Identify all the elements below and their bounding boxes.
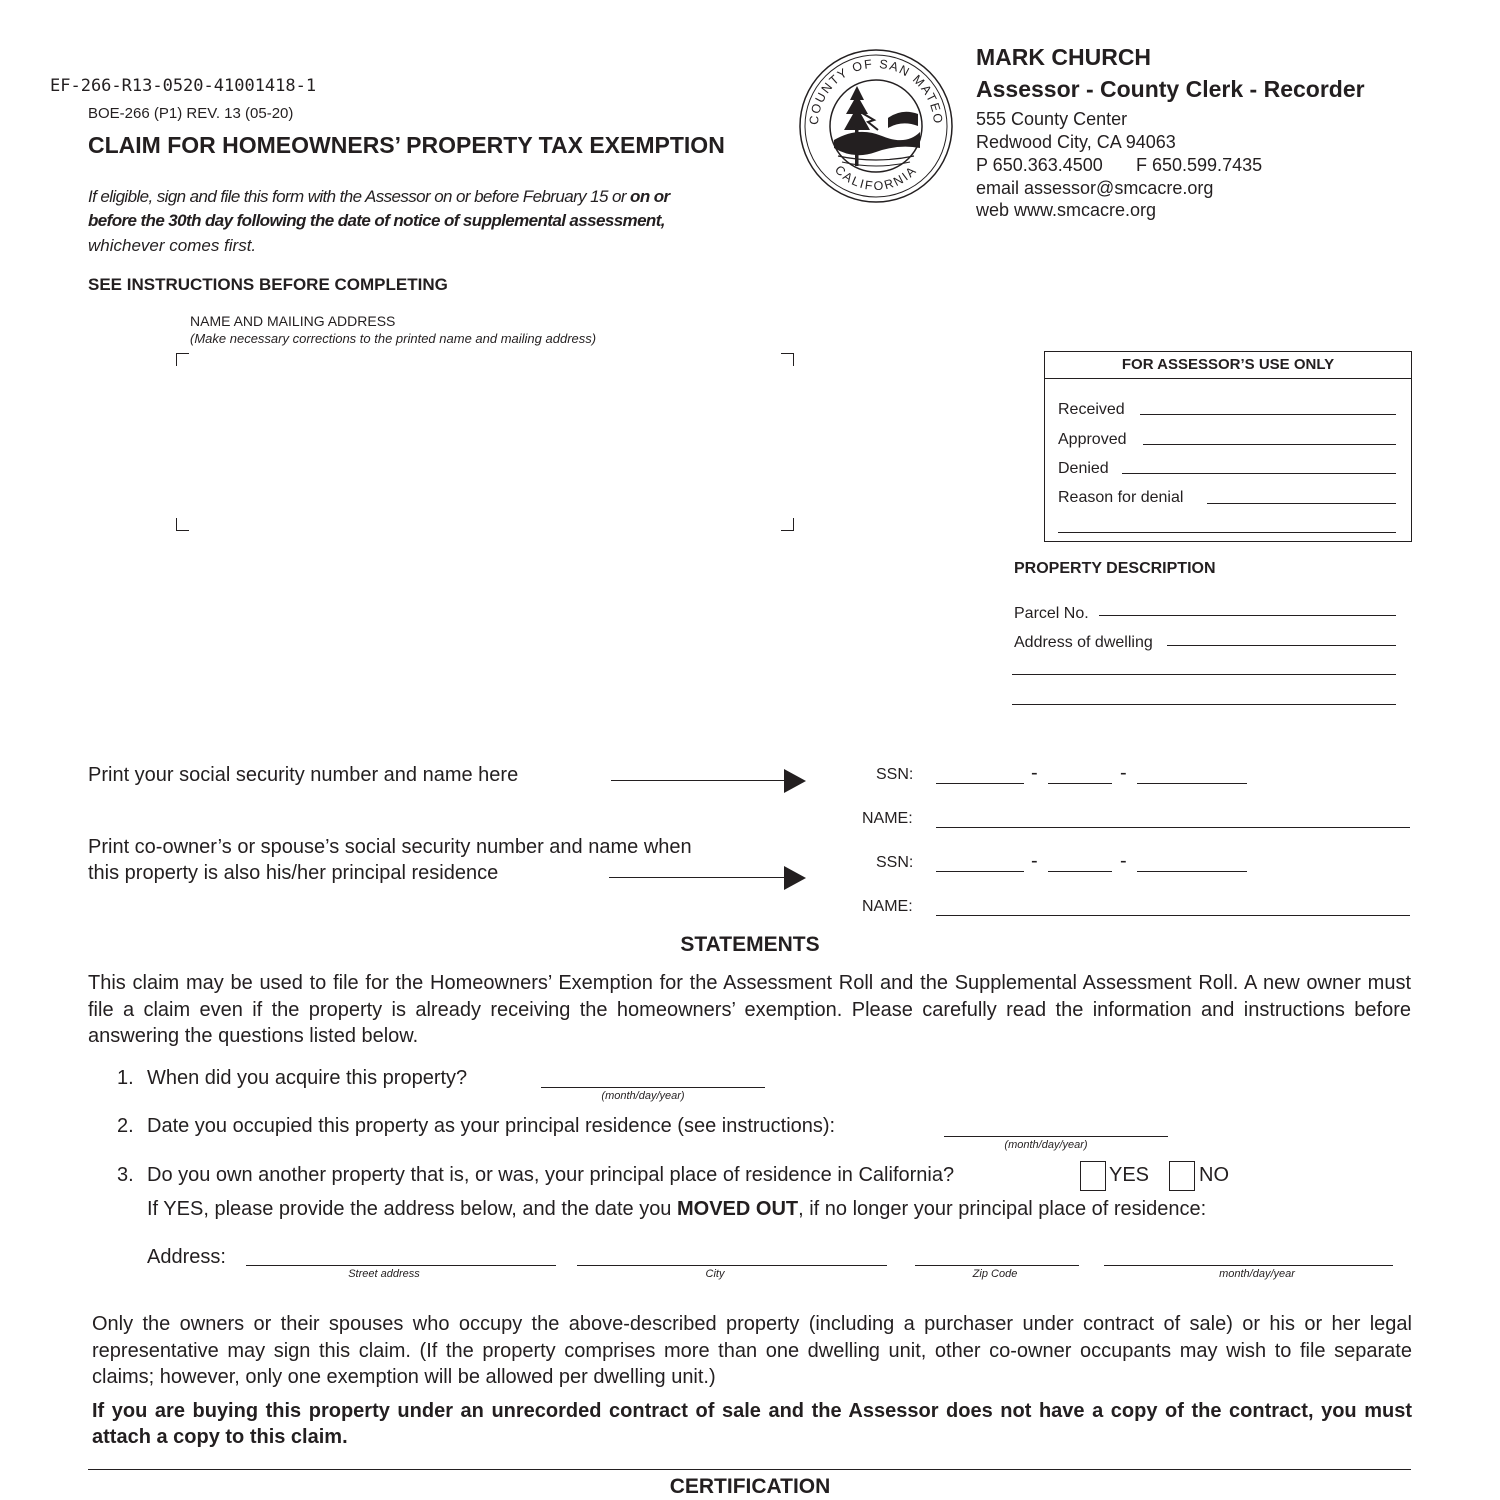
q3-yes-label: YES — [1109, 1164, 1150, 1186]
reason-label: Reason for denial — [1058, 489, 1184, 506]
office-city: Redwood City, CA 94063 — [976, 132, 1176, 152]
assessor-name: MARK CHURCH — [976, 44, 1152, 70]
intro-line-1-bold: on or — [630, 187, 670, 206]
intro-line-2: before the 30th day following the date of notice of supplemental assessment, — [88, 211, 665, 230]
street-caption: Street address — [348, 1268, 420, 1280]
intro-line-1-text: If eligible, sign and file this form with the Assessor on or before February 15 or — [88, 187, 631, 206]
county-seal-logo — [798, 48, 954, 204]
dwelling-address-line-3[interactable] — [1012, 704, 1396, 705]
prior-city-field[interactable] — [577, 1265, 887, 1266]
office-email: email assessor@smcacre.org — [976, 178, 1214, 198]
moved-out-date-caption: month/day/year — [1219, 1268, 1295, 1280]
name-label-owner: NAME: — [862, 810, 913, 827]
received-field[interactable] — [1140, 414, 1396, 415]
parcel-field[interactable] — [1099, 615, 1396, 616]
q2-date-field[interactable] — [944, 1136, 1168, 1137]
prior-zip-field[interactable] — [915, 1265, 1079, 1266]
q3-no-label: NO — [1199, 1164, 1229, 1186]
q2-date-caption: (month/day/year) — [1004, 1139, 1088, 1151]
ssn-label-coowner: SSN: — [876, 854, 914, 871]
ssn-coowner-part2[interactable] — [1048, 871, 1112, 872]
denied-field[interactable] — [1122, 473, 1396, 474]
dwelling-address-field[interactable] — [1167, 645, 1396, 646]
certification-divider — [88, 1469, 1411, 1470]
mailing-corner-tl — [176, 353, 189, 366]
reason-field-line-2[interactable] — [1058, 532, 1396, 533]
form-id: EF-266-R13-0520-41001418-1 — [50, 76, 317, 96]
mailing-corner-tr — [781, 353, 794, 366]
assessor-title: Assessor - County Clerk - Recorder — [976, 76, 1365, 102]
intro-line-3: whichever comes first. — [88, 236, 257, 255]
parcel-label: Parcel No. — [1014, 605, 1089, 622]
q3-followup — [147, 1198, 1206, 1221]
approved-label: Approved — [1058, 431, 1127, 448]
q1-date-caption: (month/day/year) — [601, 1090, 685, 1102]
q3-followup-text: If YES, please provide the address below, and the date you — [147, 1198, 677, 1220]
ssn-coowner-part3[interactable] — [1137, 871, 1247, 872]
office-web: web www.smcacre.org — [976, 200, 1157, 220]
mailing-label: NAME AND MAILING ADDRESS — [190, 313, 396, 329]
seal-bottom-text: CALIFORNIA — [832, 162, 920, 194]
arrow-coowner-shaft — [609, 877, 787, 878]
intro-line-1 — [88, 187, 670, 207]
office-street: 555 County Center — [976, 109, 1128, 129]
city-caption: City — [705, 1268, 725, 1280]
received-label: Received — [1058, 401, 1125, 418]
ssn-prompt-owner: Print your social security number and name here — [88, 764, 519, 786]
ssn-coowner-part1[interactable] — [936, 871, 1024, 872]
q3-no-checkbox[interactable] — [1169, 1161, 1195, 1191]
q1-text: When did you acquire this property? — [147, 1067, 468, 1089]
seal-top-text: COUNTY OF SAN MATEO — [806, 56, 946, 126]
q2-text: Date you occupied this property as your principal residence (see instructions): — [147, 1115, 836, 1137]
arrow-coowner-icon — [784, 866, 806, 890]
ssn-owner-part1[interactable] — [936, 783, 1024, 784]
approved-field[interactable] — [1143, 444, 1396, 445]
statements-paragraph: This claim may be used to file for the Homeowners’ Exemption for the Assessment Roll and the Supplemental Assessment Roll. A new owner must file a claim even if the property is already receiving the homeowners’ exemption. Please carefully read the information and instructions before answering the questions listed below. — [88, 972, 1411, 1047]
q3-followup-text-end: , if no longer your principal place of residence: — [798, 1198, 1207, 1220]
ssn-prompt-coowner-line2: this property is also his/her principal residence — [88, 862, 499, 884]
mailing-note: (Make necessary corrections to the printed name and mailing address) — [190, 331, 597, 346]
address-label: Address: — [147, 1246, 226, 1268]
form-title: CLAIM FOR HOMEOWNERS’ PROPERTY TAX EXEMPTION — [88, 132, 725, 158]
arrow-owner-shaft — [611, 780, 787, 781]
q2-number: 2. — [117, 1115, 134, 1137]
name-label-coowner: NAME: — [862, 898, 913, 915]
reason-field[interactable] — [1207, 503, 1396, 504]
form-revision: BOE-266 (P1) REV. 13 (05-20) — [88, 105, 294, 122]
q3-text: Do you own another property that is, or was, your principal place of residence in California? — [147, 1164, 955, 1186]
ssn-prompt-coowner-line1: Print co-owner’s or spouse’s social security number and name when — [88, 836, 692, 858]
ssn-label-owner: SSN: — [876, 766, 914, 783]
arrow-owner-icon — [784, 769, 806, 793]
certification-heading: CERTIFICATION — [669, 1475, 831, 1498]
dwelling-address-line-2[interactable] — [1012, 674, 1396, 675]
contract-paragraph: If you are buying this property under an unrecorded contract of sale and the Assessor does not have a copy of the contract, you must attach a copy to this claim. — [92, 1400, 1412, 1448]
mailing-corner-br — [781, 518, 794, 531]
moved-out-date-field[interactable] — [1104, 1265, 1393, 1266]
prior-street-field[interactable] — [246, 1265, 556, 1266]
ssn-dash: - — [1031, 762, 1038, 784]
assessor-box-title: FOR ASSESSOR’S USE ONLY — [1045, 352, 1411, 379]
q1-number: 1. — [117, 1067, 134, 1089]
statements-heading: STATEMENTS — [680, 933, 820, 956]
q3-yes-checkbox[interactable] — [1080, 1161, 1106, 1191]
dwelling-address-label: Address of dwelling — [1014, 634, 1153, 651]
ssn-dash: - — [1120, 762, 1127, 784]
ssn-dash: - — [1031, 850, 1038, 872]
mailing-corner-bl — [176, 518, 189, 531]
q1-date-field[interactable] — [541, 1087, 765, 1088]
ssn-dash: - — [1120, 850, 1127, 872]
ssn-owner-part2[interactable] — [1048, 783, 1112, 784]
ssn-owner-part3[interactable] — [1137, 783, 1247, 784]
name-owner-field[interactable] — [936, 827, 1410, 828]
svg-text:CALIFORNIA — [832, 163, 920, 194]
zip-caption: Zip Code — [972, 1268, 1018, 1280]
owners-paragraph: Only the owners or their spouses who occupy the above-described property (including a purchaser under contract of sale) or his or her legal representative may sign this claim. (If the property comprises more than one dwelling unit, other co-owner occupants may wish to file separate claims; however, only one exemption will be allowed per dwelling unit.) — [92, 1313, 1412, 1388]
see-instructions: SEE INSTRUCTIONS BEFORE COMPLETING — [88, 275, 448, 294]
office-phone: P 650.363.4500 — [976, 155, 1103, 175]
denied-label: Denied — [1058, 460, 1109, 477]
property-description-title: PROPERTY DESCRIPTION — [1014, 560, 1216, 577]
q3-number: 3. — [117, 1164, 134, 1186]
q3-followup-bold: MOVED OUT — [677, 1198, 799, 1220]
name-coowner-field[interactable] — [936, 915, 1410, 916]
office-fax: F 650.599.7435 — [1136, 155, 1263, 175]
